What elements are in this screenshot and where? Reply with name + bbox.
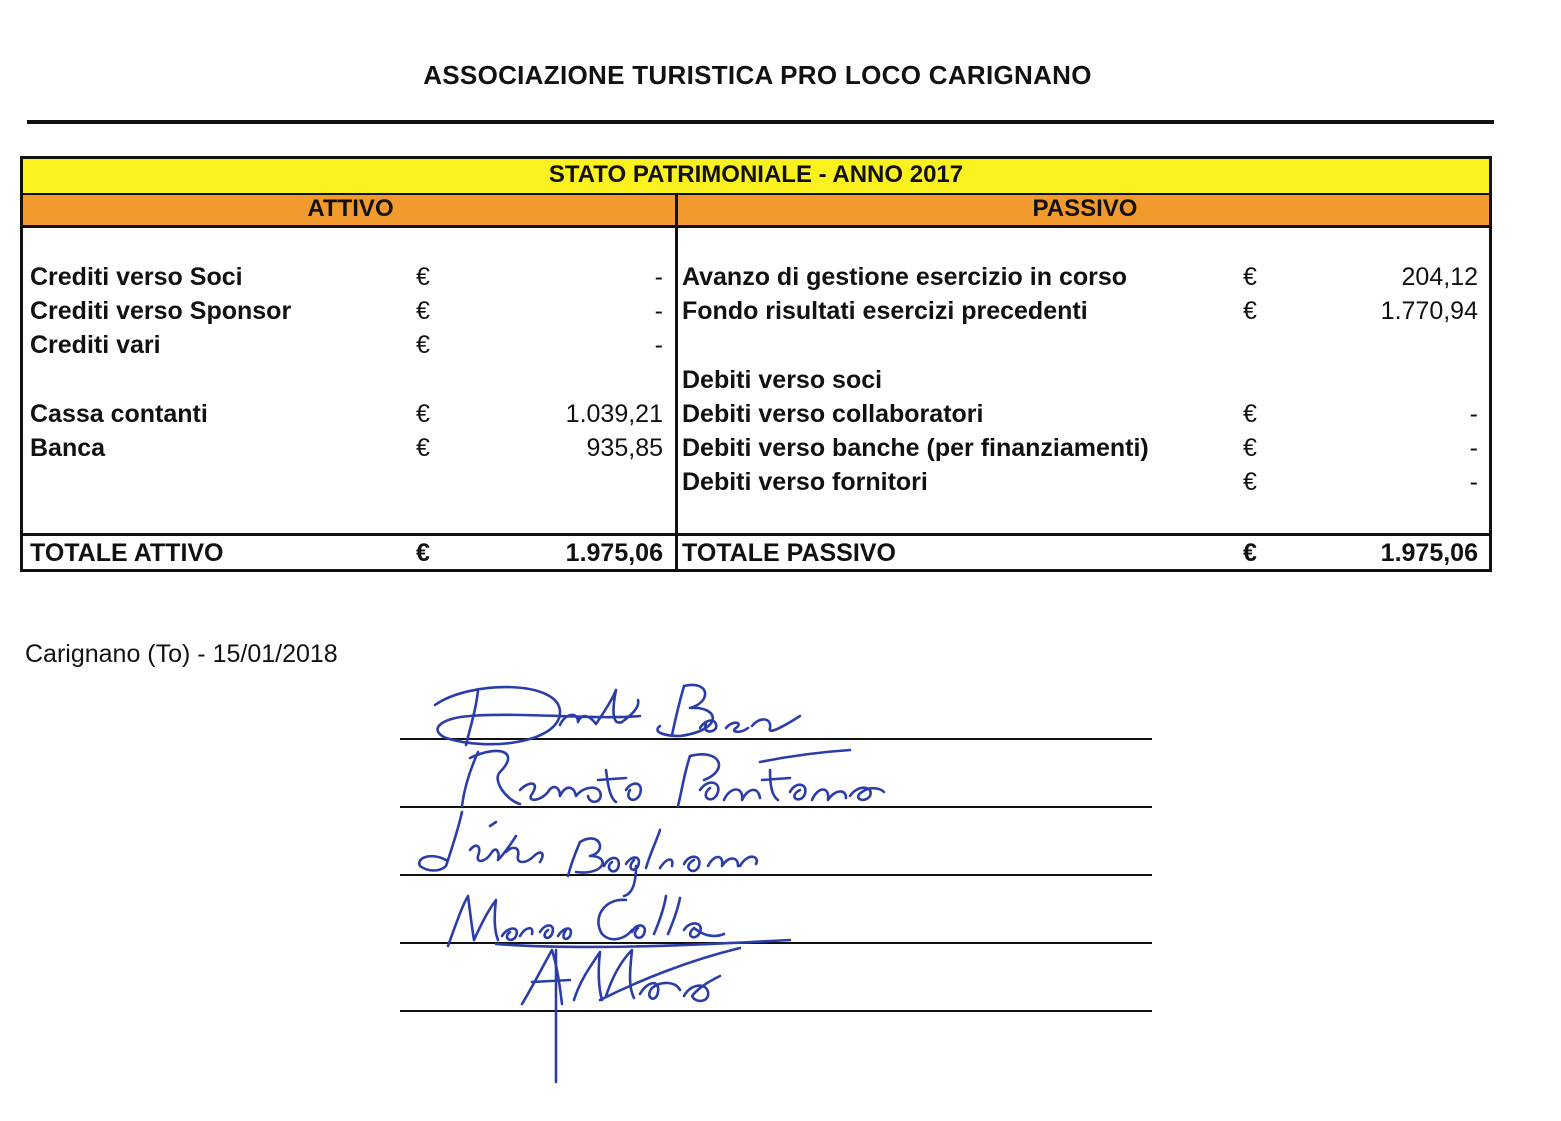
row-value: - bbox=[654, 263, 663, 291]
document-title: ASSOCIAZIONE TURISTICA PRO LOCO CARIGNANO bbox=[423, 60, 1092, 90]
place-and-date: Carignano (To) - 15/01/2018 bbox=[25, 640, 338, 668]
attivo-heading: ATTIVO bbox=[307, 195, 394, 222]
row-label: Crediti verso Sponsor bbox=[30, 297, 292, 325]
total-value: 1.975,06 bbox=[565, 539, 663, 567]
signature-line bbox=[400, 874, 1152, 876]
attivo-total-row bbox=[23, 536, 663, 570]
row-label: Debiti verso fornitori bbox=[682, 468, 928, 496]
row-label: Debiti verso soci bbox=[682, 366, 883, 394]
currency-symbol: € bbox=[1243, 400, 1257, 428]
passivo-row bbox=[678, 397, 1478, 431]
attivo-row bbox=[23, 431, 663, 465]
attivo-row bbox=[23, 260, 663, 294]
currency-symbol: € bbox=[416, 434, 430, 462]
signature-line bbox=[400, 942, 1152, 944]
row-value: - bbox=[1469, 434, 1478, 462]
row-value: 1.770,94 bbox=[1380, 297, 1478, 325]
signature-line bbox=[400, 738, 1152, 740]
row-label: Crediti vari bbox=[30, 331, 161, 359]
currency-symbol: € bbox=[416, 263, 430, 291]
row-value: - bbox=[1469, 468, 1478, 496]
row-value: 204,12 bbox=[1401, 263, 1478, 291]
currency-symbol: € bbox=[416, 539, 430, 567]
total-label: TOTALE PASSIVO bbox=[682, 539, 896, 567]
currency-symbol: € bbox=[1243, 297, 1257, 325]
attivo-row bbox=[23, 397, 663, 431]
attivo-row bbox=[23, 294, 663, 328]
row-value: 1.039,21 bbox=[565, 400, 663, 428]
signature-line bbox=[400, 1010, 1152, 1012]
total-label: TOTALE ATTIVO bbox=[30, 539, 224, 567]
currency-symbol: € bbox=[416, 331, 430, 359]
passivo-row bbox=[678, 363, 1478, 397]
signature-auditor-2 bbox=[448, 896, 790, 947]
signature-line bbox=[400, 806, 1152, 808]
row-value: 935,85 bbox=[586, 434, 663, 462]
row-value: - bbox=[654, 297, 663, 325]
row-label: Debiti verso collaboratori bbox=[682, 400, 984, 428]
currency-symbol: € bbox=[1243, 539, 1257, 567]
row-value: - bbox=[654, 331, 663, 359]
signature-auditor-1 bbox=[419, 812, 756, 896]
row-label: Fondo risultati esercizi precedenti bbox=[682, 297, 1088, 325]
section-headers bbox=[23, 195, 1489, 228]
currency-symbol: € bbox=[416, 297, 430, 325]
signature-president bbox=[435, 685, 800, 745]
currency-symbol: € bbox=[416, 400, 430, 428]
row-label: Cassa contanti bbox=[30, 400, 208, 428]
passivo-heading: PASSIVO bbox=[1032, 195, 1138, 222]
passivo-row bbox=[678, 260, 1478, 294]
row-label: Debiti verso banche (per finanziamenti) bbox=[682, 434, 1149, 462]
total-value: 1.975,06 bbox=[1380, 539, 1478, 567]
passivo-row bbox=[678, 431, 1478, 465]
attivo-row bbox=[23, 328, 663, 362]
balance-sheet-table bbox=[20, 156, 1492, 572]
passivo-row bbox=[678, 465, 1478, 499]
statement-title: STATO PATRIMONIALE - ANNO 2017 bbox=[23, 159, 1489, 195]
signature-auditor-3 bbox=[522, 948, 740, 1082]
signature-treasurer bbox=[462, 750, 884, 806]
currency-symbol: € bbox=[1243, 434, 1257, 462]
row-label: Crediti verso Soci bbox=[30, 263, 243, 291]
row-label: Banca bbox=[30, 434, 106, 462]
row-label: Avanzo di gestione esercizio in corso bbox=[682, 263, 1128, 291]
currency-symbol: € bbox=[1243, 468, 1257, 496]
title-rule bbox=[27, 120, 1494, 124]
passivo-total-row bbox=[678, 536, 1478, 570]
currency-symbol: € bbox=[1243, 263, 1257, 291]
passivo-row bbox=[678, 294, 1478, 328]
row-value: - bbox=[1469, 400, 1478, 428]
